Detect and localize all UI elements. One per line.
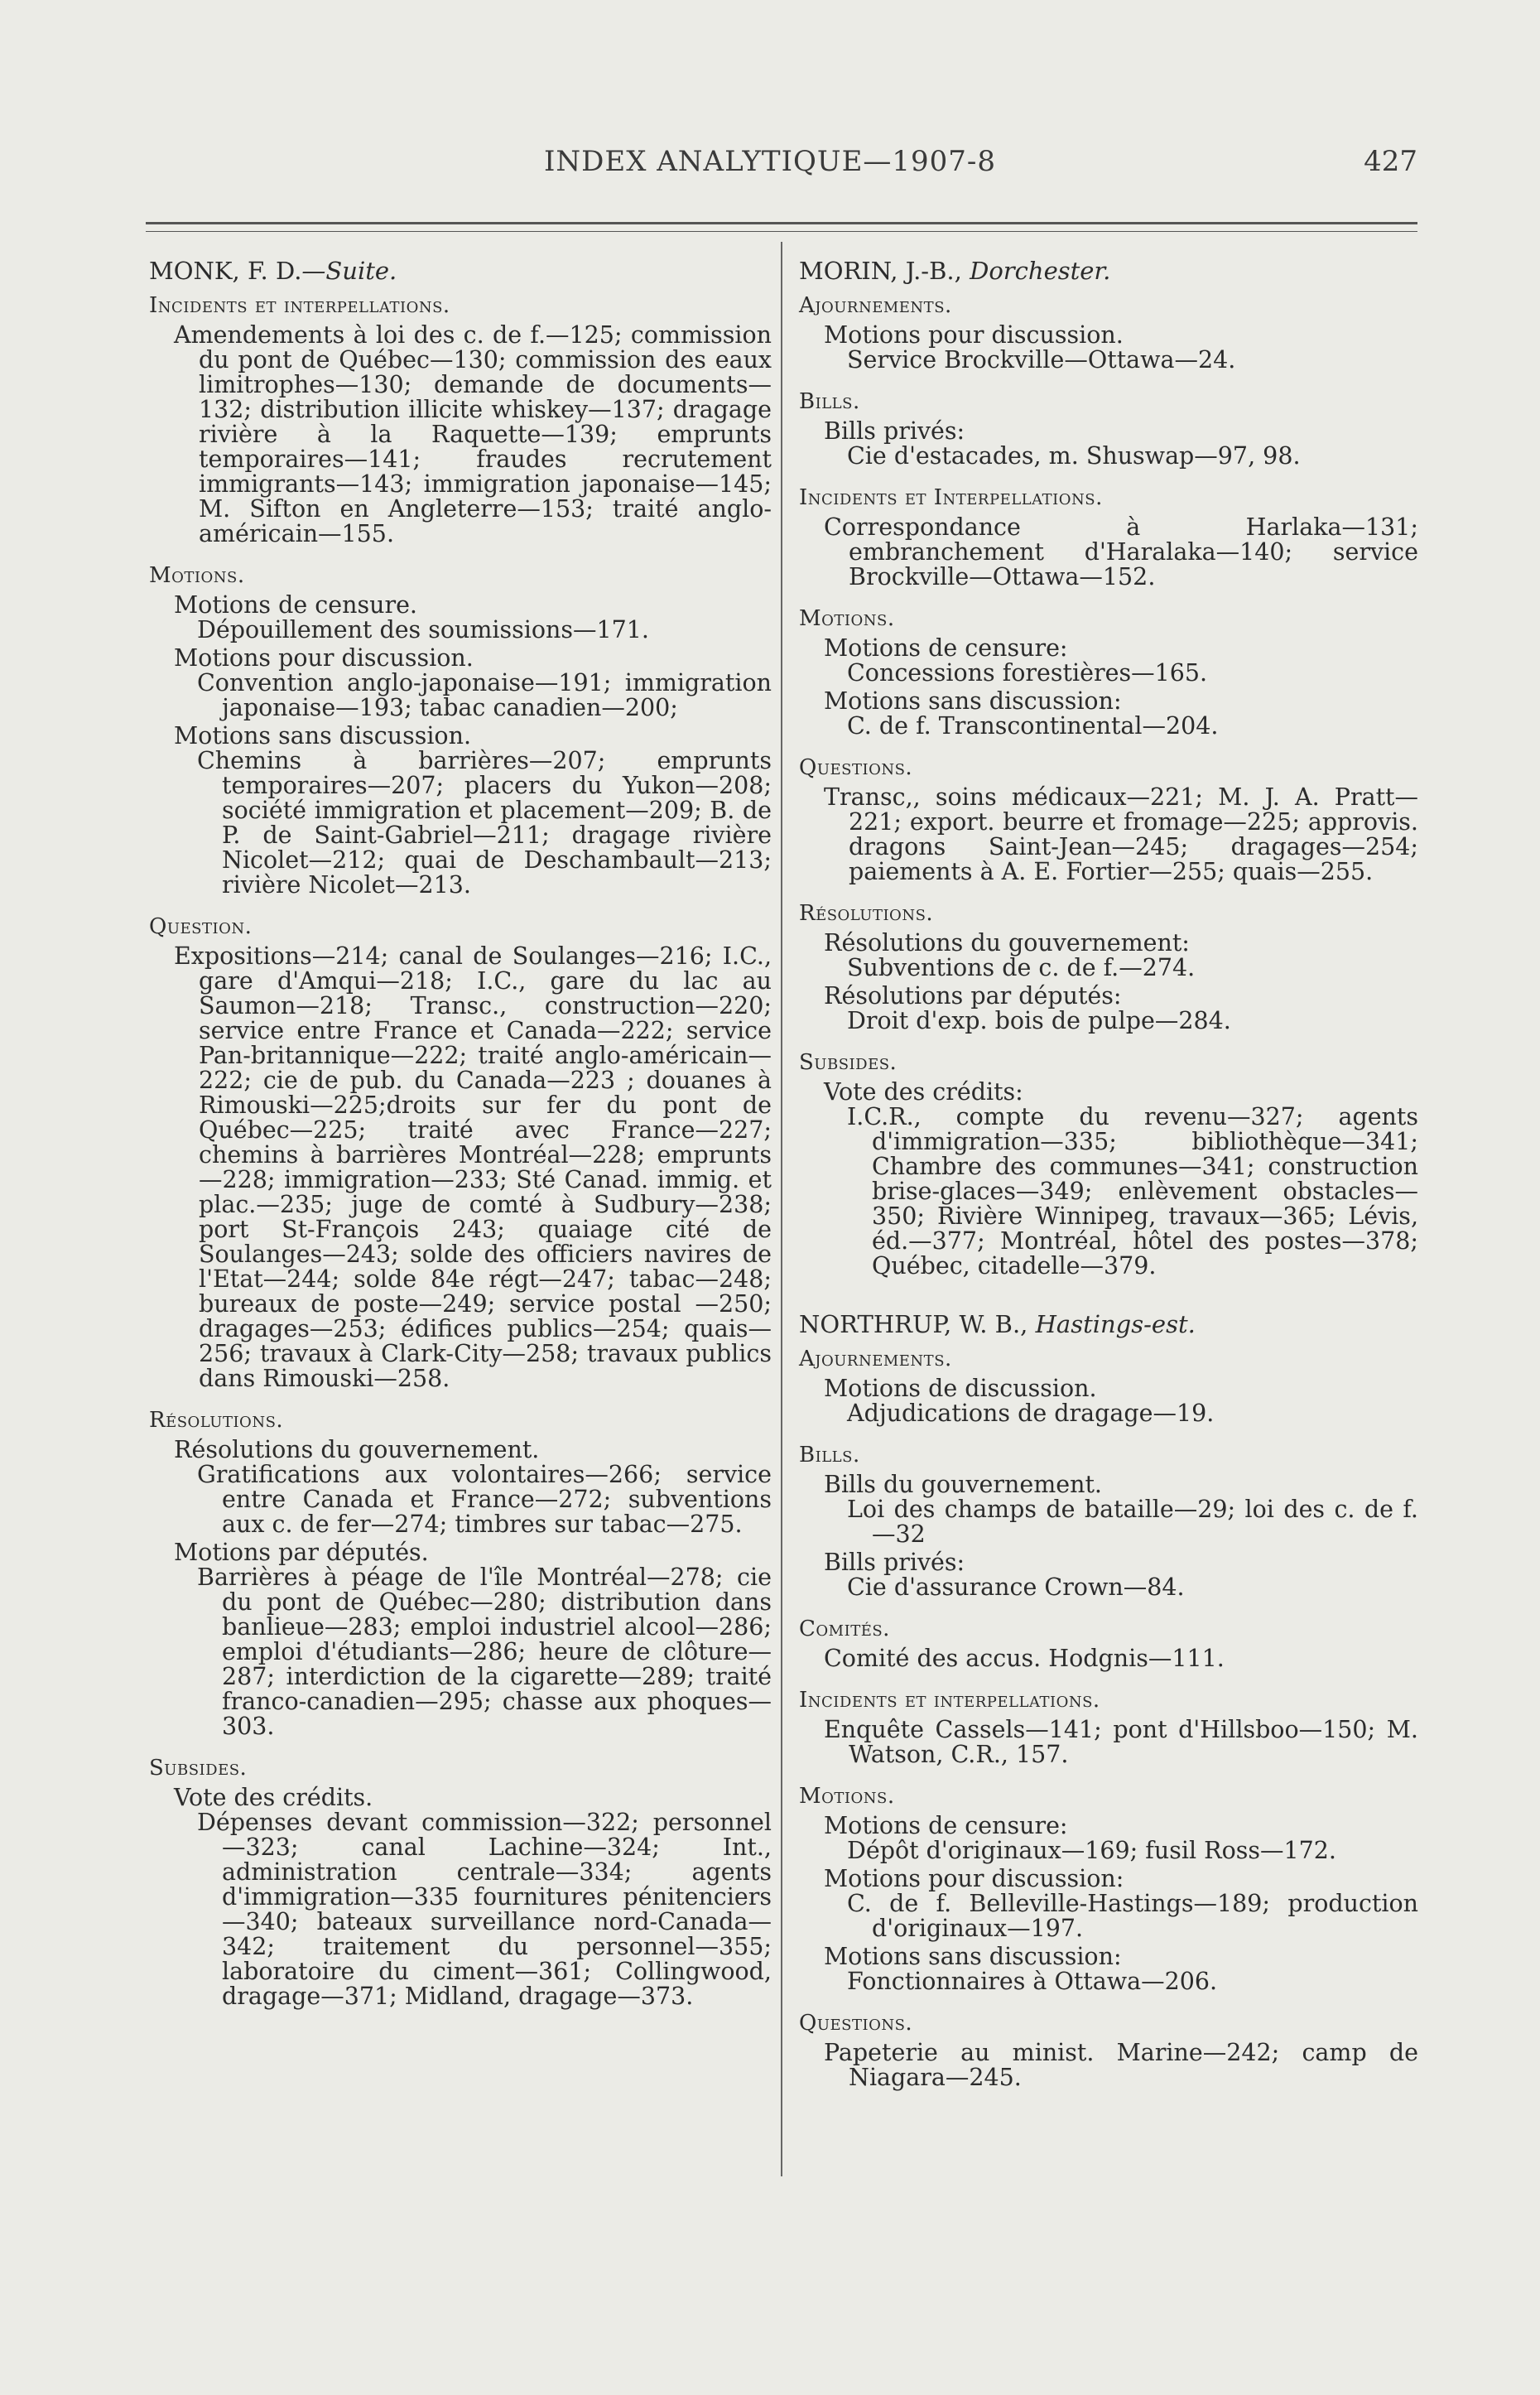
- index-entry: Comité des accus. Hodgnis—111.: [824, 1645, 1225, 1672]
- index-entry: C. de f. Transcontinental—204.: [847, 712, 1219, 740]
- running-title: INDEX ANALYTIQUE—1907-8: [543, 145, 997, 178]
- subheading: Motions pour discussion.: [174, 644, 474, 672]
- index-entry: Chemins à barrières—207; emprunts temporaires—207; placers du Yukon—208; société immigration et placement—209; B. de P. de Saint-Gabriel—211; dragage rivière Nicolet—212; quai de Deschambault—213; rivière Nicolet—213.: [197, 747, 772, 899]
- page-number: 427: [1364, 145, 1417, 178]
- subheading: Motions sans discussion.: [174, 722, 472, 749]
- section-label: Ajournements.: [799, 1347, 952, 1371]
- riding-name: Dorchester.: [970, 257, 1111, 285]
- subheading: Motions pour discussion.: [824, 321, 1124, 349]
- subheading: Motions de censure:: [824, 1812, 1068, 1839]
- index-entry: Correspondance à Harlaka—131; embranchement d'Haralaka—140; service Brockville—Ottawa—152.: [824, 513, 1418, 590]
- entry-heading: [799, 258, 1418, 283]
- subheading: Bills privés:: [824, 1549, 965, 1576]
- section-label: Subsides.: [149, 1756, 248, 1781]
- subheading: Motions par députés.: [174, 1539, 429, 1566]
- person-name: MONK, F. D.: [149, 257, 302, 285]
- subheading: Motions sans discussion:: [824, 687, 1122, 715]
- subheading: Motions de discussion.: [824, 1375, 1097, 1402]
- section-label: Subsides.: [799, 1050, 898, 1075]
- index-entry: Adjudications de dragage—19.: [847, 1400, 1215, 1427]
- index-entry: Gratifications aux volontaires—266; service entre Canada et France—272; subventions aux c. de fer—274; timbres sur tabac—275.: [197, 1461, 772, 1538]
- subheading: Résolutions du gouvernement:: [824, 929, 1190, 957]
- subheading: Motions de censure.: [174, 591, 417, 619]
- column-divider: [781, 242, 782, 2176]
- index-entry: Enquête Cassels—141; pont d'Hillsboo—150; M. Watson, C.R., 157.: [824, 1716, 1418, 1768]
- index-entry: Subventions de c. de f.—274.: [847, 954, 1196, 981]
- subheading: Résolutions par députés:: [824, 982, 1122, 1010]
- right-column: [799, 258, 1418, 2094]
- riding-name: —Suite.: [301, 257, 397, 285]
- index-entry: Papeterie au minist. Marine—242; camp de Niagara—245.: [824, 2039, 1418, 2091]
- entry-heading: [799, 1312, 1418, 1337]
- subheading: Résolutions du gouvernement.: [174, 1436, 540, 1463]
- left-column: [149, 258, 772, 2012]
- section-label: Motions.: [799, 606, 895, 631]
- section-label: Bills.: [799, 389, 860, 414]
- index-entry: Expositions—214; canal de Soulanges—216; I.C., gare d'Amqui—218; I.C., gare du lac au Saumon—218; Transc., construction—220; service entre France et Canada—222; service Pan-britannique—222; traité anglo-américain—222; cie de pub. du Canada—223 ; douanes à Rimouski—225;droits sur fer du pont de Québec—225; traité avec France—227; chemins à barrières Montréal—228; emprunts—228; immigration—233; Sté Canad. immig. et plac.—235; juge de comté à Sudbury—238; port St-François 243; quaiage cité de Soulanges—243; solde des officiers navires de l'Etat—244; solde 84e régt—247; tabac—248; bureaux de poste—249; service postal —250; dragages—253; édifices publics—254; quais—256; travaux à Clark-City—258; travaux publics dans Rimouski—258.: [174, 942, 772, 1392]
- section-label: Résolutions.: [149, 1408, 284, 1433]
- section-label: Questions.: [799, 2011, 913, 2036]
- subheading: Vote des crédits.: [174, 1784, 373, 1811]
- index-entry: Cie d'estacades, m. Shuswap—97, 98.: [847, 442, 1301, 470]
- index-entry: Dépouillement des soumissions—171.: [197, 616, 649, 643]
- section-label: Motions.: [799, 1784, 895, 1809]
- index-entry: Amendements à loi des c. de f.—125; commission du pont de Québec—130; commission des eaux limitrophes—130; demande de documents—132; distribution illicite whiskey—137; dragage rivière à la Raquette—139; emprunts temporaires—141; fraudes recrutement immigrants—143; immigration japonaise—145; M. Sifton en Angleterre—153; traité anglo-américain—155.: [174, 321, 772, 547]
- header-rule: [146, 222, 1417, 224]
- subheading: Motions sans discussion:: [824, 1943, 1122, 1970]
- person-name: NORTHRUP, W. B.,: [799, 1310, 1028, 1338]
- riding-name: Hastings-est.: [1035, 1310, 1196, 1338]
- index-entry: Barrières à péage de l'île Montréal—278; cie du pont de Québec—280; distribution dans banlieue—283; emploi industriel alcool—286; emploi d'étudiants—286; heure de clôture—287; interdiction de la cigarette—289; traité franco-canadien—295; chasse aux phoques—303.: [197, 1564, 772, 1740]
- subheading: Bills privés:: [824, 417, 965, 445]
- index-entry: Fonctionnaires à Ottawa—206.: [847, 1968, 1218, 1995]
- index-entry: Concessions forestières—165.: [847, 659, 1208, 687]
- section-label: Résolutions.: [799, 901, 934, 926]
- section-label: Incidents et interpellations.: [149, 293, 450, 318]
- section-label: Ajournements.: [799, 293, 952, 318]
- index-entry: Dépôt d'originaux—169; fusil Ross—172.: [847, 1837, 1336, 1864]
- section-label: Motions.: [149, 563, 245, 588]
- section-label: Questions.: [799, 755, 913, 780]
- subheading: Vote des crédits:: [824, 1078, 1023, 1106]
- index-entry: Cie d'assurance Crown—84.: [847, 1573, 1185, 1601]
- section-label: Bills.: [799, 1443, 860, 1467]
- index-entry: Service Brockville—Ottawa—24.: [847, 346, 1236, 373]
- entry-spacer: [799, 1282, 1418, 1312]
- section-label: Incidents et Interpellations.: [799, 485, 1103, 510]
- index-entry: Droit d'exp. bois de pulpe—284.: [847, 1007, 1231, 1034]
- section-label: Comités.: [799, 1617, 890, 1641]
- section-label: Incidents et interpellations.: [799, 1688, 1100, 1713]
- index-entry: Loi des champs de bataille—29; loi des c. de f.—32: [847, 1496, 1418, 1548]
- index-entry: Transc,, soins médicaux—221; M. J. A. Pratt—221; export. beurre et fromage—225; approvis. dragons Saint-Jean—245; dragages—254; paiements à A. E. Fortier—255; quais—255.: [824, 783, 1418, 885]
- index-entry: I.C.R., compte du revenu—327; agents d'immigration—335; bibliothèque—341; Chambre des communes—341; construction brise-glaces—349; enlèvement obstacles—350; Rivière Winnipeg, travaux—365; Lévis, éd.—377; Montréal, hôtel des postes—378; Québec, citadelle—379.: [847, 1103, 1418, 1279]
- entry-heading: [149, 258, 772, 283]
- index-entry: Convention anglo-japonaise—191; immigration japonaise—193; tabac canadien—200;: [197, 669, 772, 721]
- subheading: Motions de censure:: [824, 634, 1068, 662]
- index-entry: C. de f. Belleville-Hastings—189; production d'originaux—197.: [847, 1890, 1418, 1942]
- index-entry: Dépenses devant commission—322; personnel—323; canal Lachine—324; Int., administration centrale—334; agents d'immigration—335 fournitures pénitenciers—340; bateaux surveillance nord-Canada—342; traitement du personnel—355; laboratoire du ciment—361; Collingwood, dragage—371; Midland, dragage—373.: [197, 1809, 772, 2010]
- header-rule-thin: [146, 231, 1417, 232]
- section-label: Question.: [149, 914, 253, 939]
- subheading: Bills du gouvernement.: [824, 1471, 1102, 1498]
- person-name: MORIN, J.-B.,: [799, 257, 962, 285]
- subheading: Motions pour discussion:: [824, 1865, 1124, 1892]
